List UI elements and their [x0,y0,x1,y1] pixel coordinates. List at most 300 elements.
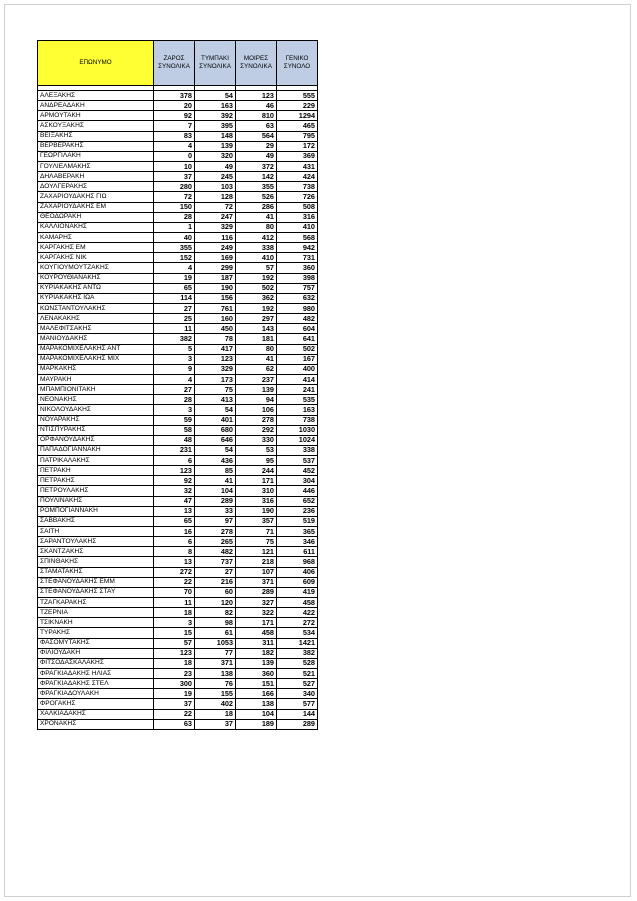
tympaki-cell: 148 [195,131,236,141]
zaros-cell: 92 [154,476,195,486]
tympaki-cell: 450 [195,324,236,334]
total-cell: 458 [277,598,318,608]
surname-cell: ΝΙΚΟΛΟΥΔΑΚΗΣ [38,405,154,415]
moires-cell: 139 [236,385,277,395]
total-cell: 641 [277,334,318,344]
tympaki-cell: 413 [195,395,236,405]
table-row [38,506,318,516]
surname-cell: ΠΕΤΡΑΚΗΣ [38,476,154,486]
tympaki-cell: 402 [195,699,236,709]
surname-cell: ΣΤΕΦΑΝΟΥΔΑΚΗΣ ΕΜΜ [38,577,154,587]
tympaki-cell: 60 [195,587,236,597]
zaros-cell: 3 [154,354,195,364]
moires-cell: 371 [236,577,277,587]
table-row [38,131,318,141]
table-row [38,364,318,374]
total-cell: 419 [277,587,318,597]
moires-cell: 316 [236,496,277,506]
moires-cell: 181 [236,334,277,344]
tympaki-cell: 737 [195,557,236,567]
table-row [38,456,318,466]
table-row [38,628,318,638]
table-row [38,435,318,445]
tympaki-cell: 37 [195,719,236,729]
total-cell: 527 [277,679,318,689]
zaros-cell: 300 [154,679,195,689]
table-row [38,374,318,384]
surname-cell: ΦΙΤΣΟΔΑΣΚΑΛΑΚΗΣ [38,658,154,668]
zaros-cell: 19 [154,689,195,699]
tympaki-cell: 78 [195,334,236,344]
zaros-cell: 63 [154,719,195,729]
surname-cell: ΜΑΛΕΦΙΤΣΑΚΗΣ [38,324,154,334]
moires-cell: 106 [236,405,277,415]
total-cell: 1030 [277,425,318,435]
zaros-cell: 27 [154,385,195,395]
surname-cell: ΚΥΡΙΑΚΑΚΗΣ ΙΩΑ [38,293,154,303]
zaros-cell: 92 [154,111,195,121]
table-row [38,182,318,192]
total-cell: 968 [277,557,318,567]
table-row [38,232,318,242]
zaros-cell: 13 [154,506,195,516]
surname-cell: ΠΑΤΡΙΚΑΛΑΚΗΣ [38,456,154,466]
zaros-cell: 114 [154,293,195,303]
moires-cell: 502 [236,283,277,293]
table-row [38,334,318,344]
moires-cell: 80 [236,222,277,232]
total-cell: 568 [277,232,318,242]
total-cell: 980 [277,303,318,313]
total-cell: 431 [277,161,318,171]
moires-cell: 171 [236,476,277,486]
surname-cell: ΤΥΡΑΚΗΣ [38,628,154,638]
zaros-cell: 4 [154,263,195,273]
total-cell: 502 [277,344,318,354]
surname-cell: ΤΖΕΡΝΙΑ [38,608,154,618]
tympaki-cell: 54 [195,405,236,415]
zaros-cell: 4 [154,141,195,151]
moires-cell: 355 [236,182,277,192]
zaros-cell: 3 [154,405,195,415]
moires-cell: 57 [236,263,277,273]
total-cell: 144 [277,709,318,719]
total-cell: 795 [277,131,318,141]
tympaki-cell: 417 [195,344,236,354]
surname-cell: ΝΟΥΑΡΑΚΗΣ [38,415,154,425]
moires-cell: 192 [236,273,277,283]
tympaki-cell: 41 [195,476,236,486]
total-cell: 316 [277,212,318,222]
moires-cell: 75 [236,537,277,547]
surname-cell: ΟΡΦΑΝΟΥΔΑΚΗΣ [38,435,154,445]
tympaki-cell: 646 [195,435,236,445]
surname-cell: ΑΛΕΞΑΚΗΣ [38,91,154,101]
surname-cell: ΚΟΥΡΟΥΘΙΑΝΑΚΗΣ [38,273,154,283]
table-header [38,41,318,86]
total-cell: 465 [277,121,318,131]
table-row [38,425,318,435]
surname-cell: ΚΟΥΓΙΟΥΜΟΥΤΖΑΚΗΣ [38,263,154,273]
table-row [38,192,318,202]
tympaki-cell: 139 [195,141,236,151]
surname-cell: ΠΕΤΡΟΥΛΑΚΗΣ [38,486,154,496]
zaros-cell: 22 [154,709,195,719]
total-cell: 482 [277,314,318,324]
surname-cell: ΘΕΟΔΩΡΑΚΗ [38,212,154,222]
surname-cell: ΦΡΑΓΚΙΑΔΟΥΛΑΚΗ [38,689,154,699]
zaros-cell: 28 [154,395,195,405]
moires-cell: 121 [236,547,277,557]
total-cell: 410 [277,222,318,232]
total-cell: 289 [277,719,318,729]
surname-cell: ΠΟΥΛΙΝΑΚΗΣ [38,496,154,506]
total-cell: 452 [277,466,318,476]
moires-cell: 311 [236,638,277,648]
zaros-cell: 23 [154,669,195,679]
table-row [38,111,318,121]
moires-cell: 810 [236,111,277,121]
table-row [38,314,318,324]
tympaki-cell: 436 [195,456,236,466]
table-row [38,608,318,618]
total-cell: 360 [277,263,318,273]
tympaki-cell: 329 [195,364,236,374]
table-row [38,598,318,608]
total-cell: 382 [277,648,318,658]
total-cell: 304 [277,476,318,486]
surname-cell: ΜΠΑΜΠΙΟΝΙΤΑΚΗ [38,385,154,395]
table-row [38,172,318,182]
surname-cell: ΒΕΙΞΑΚΗΣ [38,131,154,141]
total-cell: 338 [277,445,318,455]
moires-cell: 330 [236,435,277,445]
total-cell: 1024 [277,435,318,445]
moires-cell: 338 [236,243,277,253]
tympaki-cell: 169 [195,253,236,263]
surname-cell: ΑΝΔΡΕΑΔΑΚΗ [38,101,154,111]
surname-cell: ΜΑΝΙΟΥΔΑΚΗΣ [38,334,154,344]
tympaki-cell: 249 [195,243,236,253]
table-row [38,618,318,628]
tympaki-cell: 18 [195,709,236,719]
surname-cell: ΠΕΤΡΑΚΗ [38,466,154,476]
zaros-cell: 28 [154,212,195,222]
zaros-cell: 0 [154,151,195,161]
zaros-cell: 152 [154,253,195,263]
surname-cell: ΤΖΑΓΚΑΡΑΚΗΣ [38,598,154,608]
surname-cell: ΣΑΒΒΑΚΗΣ [38,516,154,526]
tympaki-cell: 482 [195,547,236,557]
table-row [38,101,318,111]
zaros-cell: 11 [154,598,195,608]
table-row [38,709,318,719]
zaros-cell: 58 [154,425,195,435]
zaros-cell: 18 [154,608,195,618]
surname-cell: ΚΑΡΓΑΚΗΣ ΕΜ [38,243,154,253]
table-row [38,293,318,303]
moires-cell: 327 [236,598,277,608]
zaros-cell: 8 [154,547,195,557]
tympaki-cell: 289 [195,496,236,506]
header-zaros: ΖΑΡΟΣ ΣΥΝΟΛΙΚΑ [154,41,195,86]
table-row [38,496,318,506]
moires-cell: 62 [236,364,277,374]
tympaki-cell: 245 [195,172,236,182]
moires-cell: 142 [236,172,277,182]
surname-cell: ΜΑΥΡΑΚΗ [38,374,154,384]
zaros-cell: 83 [154,131,195,141]
moires-cell: 80 [236,344,277,354]
surname-cell: ΤΣΙΚΝΑΚΗ [38,618,154,628]
moires-cell: 458 [236,628,277,638]
surname-cell: ΚΑΜΑΡΗΣ [38,232,154,242]
table-row [38,405,318,415]
table-row [38,669,318,679]
surname-cell: ΛΕΝΑΚΑΚΗΣ [38,314,154,324]
table-row [38,516,318,526]
table-row [38,303,318,313]
table-row [38,638,318,648]
tympaki-cell: 173 [195,374,236,384]
tympaki-cell: 103 [195,182,236,192]
moires-cell: 218 [236,557,277,567]
table-row [38,385,318,395]
table-row [38,222,318,232]
tympaki-cell: 320 [195,151,236,161]
total-cell: 535 [277,395,318,405]
moires-cell: 286 [236,202,277,212]
zaros-cell: 19 [154,273,195,283]
tympaki-cell: 54 [195,445,236,455]
surname-cell: ΔΟΥΛΓΕΡΑΚΗΣ [38,182,154,192]
tympaki-cell: 156 [195,293,236,303]
total-cell: 555 [277,91,318,101]
zaros-cell: 32 [154,486,195,496]
table-row [38,344,318,354]
table-row [38,212,318,222]
tympaki-cell: 247 [195,212,236,222]
tympaki-cell: 75 [195,385,236,395]
tympaki-cell: 216 [195,577,236,587]
zaros-cell: 15 [154,628,195,638]
total-cell: 241 [277,385,318,395]
surname-cell: ΦΑΣΟΜΥΤΑΚΗΣ [38,638,154,648]
tympaki-cell: 278 [195,527,236,537]
surname-cell: ΝΤΙΣΠΥΡΑΚΗΣ [38,425,154,435]
tympaki-cell: 138 [195,669,236,679]
zaros-cell: 3 [154,618,195,628]
moires-cell: 412 [236,232,277,242]
header-moires: ΜΟΙΡΕΣ ΣΥΝΟΛΙΚΑ [236,41,277,86]
total-cell: 726 [277,192,318,202]
zaros-cell: 65 [154,516,195,526]
zaros-cell: 25 [154,314,195,324]
zaros-cell: 6 [154,456,195,466]
moires-cell: 123 [236,91,277,101]
tympaki-cell: 97 [195,516,236,526]
surname-cell: ΣΑΙΤΗ [38,527,154,537]
moires-cell: 63 [236,121,277,131]
tympaki-cell: 128 [195,192,236,202]
tympaki-cell: 371 [195,658,236,668]
tympaki-cell: 33 [195,506,236,516]
total-cell: 534 [277,628,318,638]
header-tympaki: ΤΥΜΠΑΚΙ ΣΥΝΟΛΙΚΑ [195,41,236,86]
tympaki-cell: 299 [195,263,236,273]
table-row [38,121,318,131]
total-cell: 369 [277,151,318,161]
table-row [38,263,318,273]
moires-cell: 192 [236,303,277,313]
zaros-cell: 280 [154,182,195,192]
tympaki-cell: 27 [195,567,236,577]
zaros-cell: 123 [154,648,195,658]
zaros-cell: 13 [154,557,195,567]
surname-cell: ΚΑΡΓΑΚΗΣ ΝΙΚ [38,253,154,263]
moires-cell: 322 [236,608,277,618]
total-cell: 365 [277,527,318,537]
table-row [38,587,318,597]
tympaki-cell: 190 [195,283,236,293]
table-row [38,445,318,455]
total-cell: 398 [277,273,318,283]
zaros-cell: 5 [154,344,195,354]
surname-cell: ΦΙΛΙΟΥΔΑΚΗ [38,648,154,658]
total-cell: 757 [277,283,318,293]
table-row [38,415,318,425]
zaros-cell: 1 [154,222,195,232]
table-row [38,537,318,547]
surname-cell: ΧΑΛΚΙΑΔΑΚΗΣ [38,709,154,719]
total-cell: 521 [277,669,318,679]
zaros-cell: 70 [154,587,195,597]
zaros-cell: 37 [154,172,195,182]
table-row [38,243,318,253]
table-row [38,283,318,293]
zaros-cell: 18 [154,658,195,668]
zaros-cell: 48 [154,435,195,445]
table-row [38,91,318,101]
moires-cell: 71 [236,527,277,537]
moires-cell: 360 [236,669,277,679]
moires-cell: 237 [236,374,277,384]
surname-cell: ΚΩΝΣΤΑΝΤΟΥΛΑΚΗΣ [38,303,154,313]
moires-cell: 310 [236,486,277,496]
moires-cell: 190 [236,506,277,516]
moires-cell: 372 [236,161,277,171]
total-cell: 604 [277,324,318,334]
total-cell: 424 [277,172,318,182]
total-cell: 731 [277,253,318,263]
total-cell: 422 [277,608,318,618]
total-cell: 1421 [277,638,318,648]
table-row [38,395,318,405]
zaros-cell: 7 [154,121,195,131]
total-cell: 609 [277,577,318,587]
moires-cell: 289 [236,587,277,597]
total-cell: 346 [277,537,318,547]
surname-cell: ΡΟΜΠΟΓΙΑΝΝΑΚΗ [38,506,154,516]
zaros-cell: 57 [154,638,195,648]
zaros-cell: 10 [154,161,195,171]
table-row [38,466,318,476]
moires-cell: 171 [236,618,277,628]
surname-cell: ΑΡΜΟΥΤΑΚΗ [38,111,154,121]
tympaki-cell: 120 [195,598,236,608]
moires-cell: 49 [236,151,277,161]
table-row [38,648,318,658]
moires-cell: 526 [236,192,277,202]
moires-cell: 46 [236,101,277,111]
table-row [38,689,318,699]
zaros-cell: 65 [154,283,195,293]
zaros-cell: 6 [154,537,195,547]
zaros-cell: 72 [154,192,195,202]
moires-cell: 278 [236,415,277,425]
total-cell: 272 [277,618,318,628]
total-cell: 652 [277,496,318,506]
total-cell: 414 [277,374,318,384]
moires-cell: 297 [236,314,277,324]
moires-cell: 166 [236,689,277,699]
tympaki-cell: 265 [195,537,236,547]
table-row [38,273,318,283]
moires-cell: 189 [236,719,277,729]
surname-cell: ΖΑΧΑΡΙΟΥΔΑΚΗΣ ΓΙΩ [38,192,154,202]
tympaki-cell: 104 [195,486,236,496]
total-cell: 738 [277,415,318,425]
zaros-cell: 355 [154,243,195,253]
zaros-cell: 378 [154,91,195,101]
total-cell: 942 [277,243,318,253]
zaros-cell: 20 [154,101,195,111]
table-body [38,86,318,730]
surname-cell: ΜΑΡΑΚΟΜΙΧΕΛΑΚΗΣ ΑΝΤ [38,344,154,354]
zaros-cell: 123 [154,466,195,476]
zaros-cell: 40 [154,232,195,242]
tympaki-cell: 123 [195,354,236,364]
zaros-cell: 59 [154,415,195,425]
table-row [38,719,318,729]
total-cell: 738 [277,182,318,192]
table-row [38,486,318,496]
tympaki-cell: 160 [195,314,236,324]
tympaki-cell: 54 [195,91,236,101]
total-cell: 508 [277,202,318,212]
tympaki-cell: 155 [195,689,236,699]
table-row [38,658,318,668]
table-row [38,202,318,212]
zaros-cell: 9 [154,364,195,374]
surname-cell: ΖΑΧΑΡΙΟΥΔΑΚΗΣ ΕΜ [38,202,154,212]
moires-cell: 41 [236,212,277,222]
total-cell: 1294 [277,111,318,121]
moires-cell: 357 [236,516,277,526]
results-table [37,40,318,730]
tympaki-cell: 187 [195,273,236,283]
zaros-cell: 22 [154,577,195,587]
total-cell: 528 [277,658,318,668]
tympaki-cell: 49 [195,161,236,171]
zaros-cell: 272 [154,567,195,577]
tympaki-cell: 761 [195,303,236,313]
moires-cell: 95 [236,456,277,466]
total-cell: 167 [277,354,318,364]
surname-cell: ΣΑΡΑΝΤΟΥΛΑΚΗΣ [38,537,154,547]
surname-cell: ΚΥΡΙΑΚΑΚΗΣ ΑΝΤΩ [38,283,154,293]
moires-cell: 94 [236,395,277,405]
